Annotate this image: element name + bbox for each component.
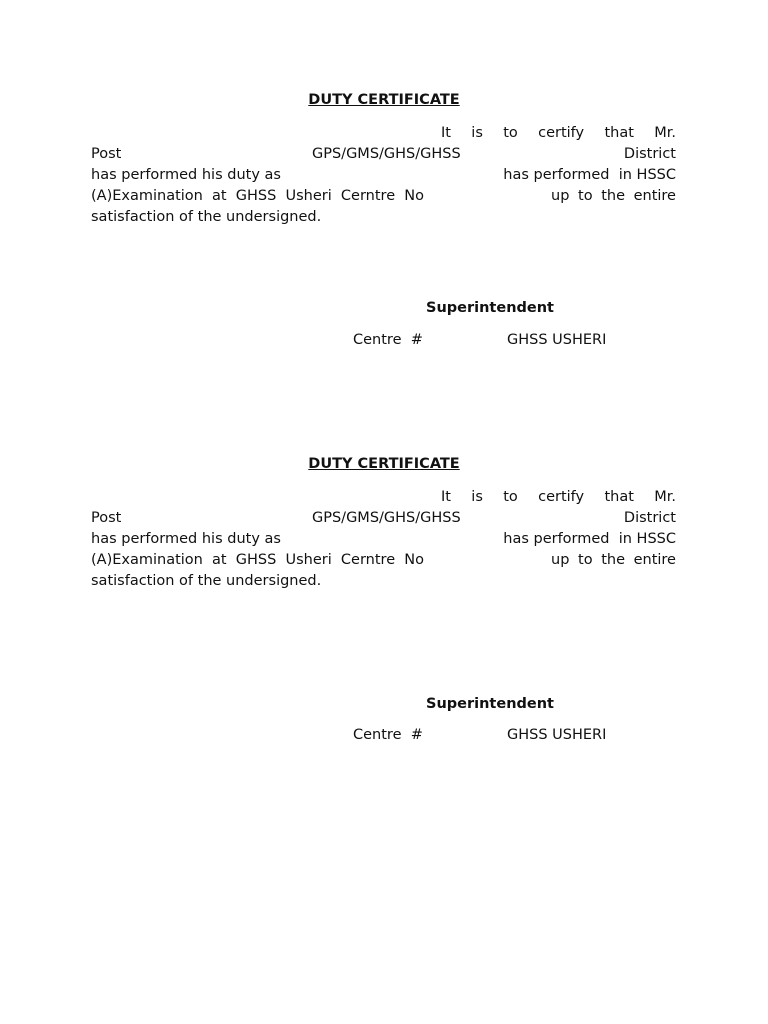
- performed-text: has performed in HSSC: [503, 167, 676, 183]
- word: the: [601, 188, 625, 204]
- word: that: [604, 125, 634, 141]
- word: Cerntre: [340, 552, 396, 568]
- performed-text: has performed in HSSC: [503, 531, 676, 547]
- line4-left-words: [91, 550, 424, 571]
- duty-certificate-1: [0, 0, 768, 348]
- body-line-3: [91, 165, 676, 186]
- word: up: [551, 552, 570, 568]
- body-line-5: [91, 571, 676, 592]
- line1-words: [441, 123, 676, 144]
- word: It: [441, 489, 451, 505]
- word: at: [212, 188, 227, 204]
- centre-name: GHSS USHERI: [507, 332, 607, 348]
- word: It: [441, 125, 451, 141]
- body-line-1: [91, 123, 676, 144]
- word: Mr.: [654, 489, 676, 505]
- body-line-1: [91, 487, 676, 508]
- closing-text: satisfaction of the undersigned.: [91, 573, 322, 589]
- signatory-title: Superintendent: [426, 300, 554, 316]
- word: the: [601, 552, 625, 568]
- body-line-4: [91, 550, 676, 571]
- certificate-title: DUTY CERTIFICATE: [308, 456, 460, 472]
- word: No: [404, 552, 424, 568]
- word: GHSS: [235, 188, 277, 204]
- centre-label: Centre #: [353, 332, 423, 348]
- word: to: [578, 552, 593, 568]
- word: to: [578, 188, 593, 204]
- word: GHSS: [235, 552, 277, 568]
- line4-right-words: [551, 550, 676, 571]
- word: Usheri: [285, 552, 332, 568]
- word: No: [404, 188, 424, 204]
- signatory-title: Superintendent: [426, 696, 554, 712]
- school-type: GPS/GMS/GHS/GHSS: [312, 510, 461, 526]
- word: to: [503, 125, 518, 141]
- word: is: [471, 125, 483, 141]
- post-label: Post: [91, 510, 122, 526]
- body-line-5: [91, 207, 676, 228]
- word: entire: [633, 188, 676, 204]
- word: Usheri: [285, 188, 332, 204]
- centre-info: [353, 727, 653, 747]
- word: up: [551, 188, 570, 204]
- duty-text: has performed his duty as: [91, 167, 281, 183]
- closing-text: satisfaction of the undersigned.: [91, 209, 322, 225]
- word: entire: [633, 552, 676, 568]
- duty-text: has performed his duty as: [91, 531, 281, 547]
- centre-info: [353, 332, 653, 352]
- district-label: District: [623, 146, 676, 162]
- word: (A)Examination: [91, 188, 203, 204]
- post-label: Post: [91, 146, 122, 162]
- line4-left-words: [91, 186, 424, 207]
- word: to: [503, 489, 518, 505]
- word: at: [212, 552, 227, 568]
- body-line-3: [91, 529, 676, 550]
- school-type: GPS/GMS/GHS/GHSS: [312, 146, 461, 162]
- duty-certificate-2: [0, 364, 768, 743]
- line1-words: [441, 487, 676, 508]
- word: certify: [538, 489, 585, 505]
- word: (A)Examination: [91, 552, 203, 568]
- certificate-title: DUTY CERTIFICATE: [308, 92, 460, 108]
- word: Cerntre: [340, 188, 396, 204]
- word: is: [471, 489, 483, 505]
- district-label: District: [623, 510, 676, 526]
- line4-right-words: [551, 186, 676, 207]
- word: that: [604, 489, 634, 505]
- word: Mr.: [654, 125, 676, 141]
- centre-name: GHSS USHERI: [507, 727, 607, 743]
- centre-label: Centre #: [353, 727, 423, 743]
- body-line-4: [91, 186, 676, 207]
- word: certify: [538, 125, 585, 141]
- body-line-2: [91, 144, 676, 165]
- body-line-2: [91, 508, 676, 529]
